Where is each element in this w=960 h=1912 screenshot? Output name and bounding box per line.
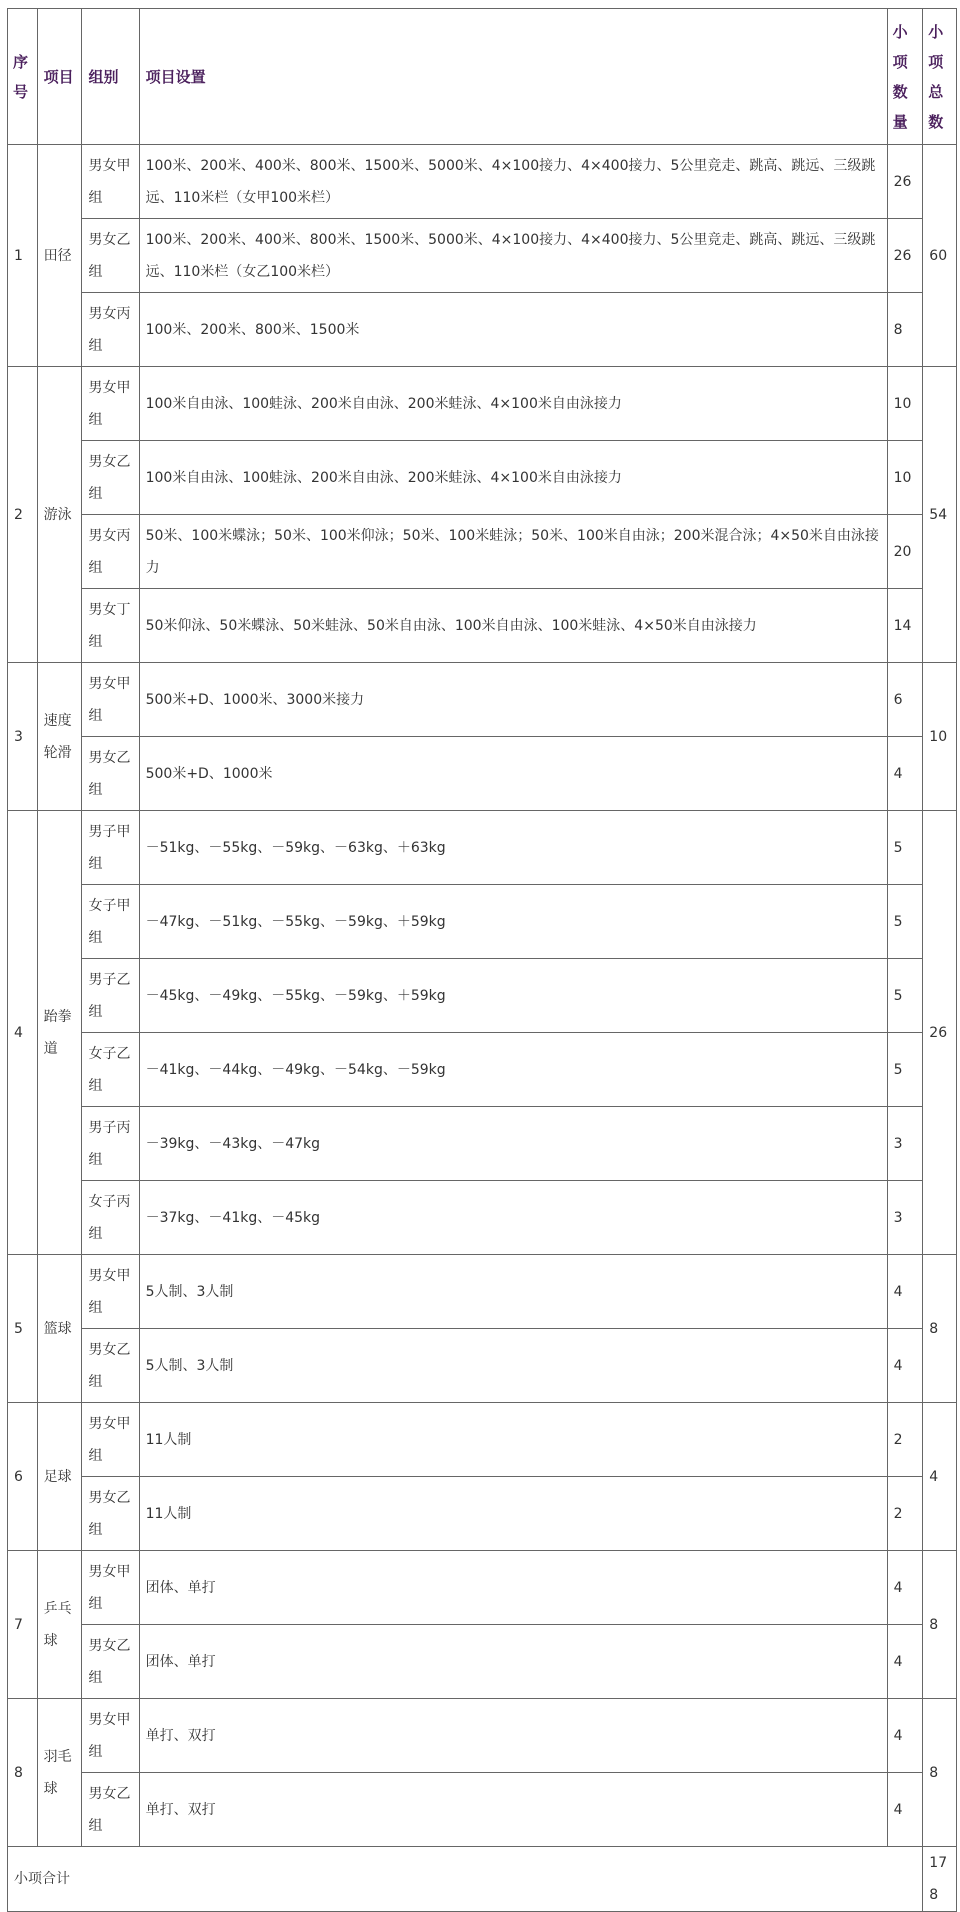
table-row <box>8 1329 957 1403</box>
count-cell: 2 <box>887 1477 923 1551</box>
header-row <box>8 9 957 145</box>
seq-cell: 2 <box>8 367 38 663</box>
group-cell: 女子甲组 <box>82 885 139 959</box>
count-cell: 4 <box>887 1255 923 1329</box>
count-cell: 4 <box>887 1329 923 1403</box>
sport-total-cell: 10 <box>923 663 957 811</box>
count-cell: 3 <box>887 1181 923 1255</box>
count-cell: 2 <box>887 1403 923 1477</box>
count-cell: 5 <box>887 885 923 959</box>
count-cell: 10 <box>887 367 923 441</box>
count-cell: 20 <box>887 515 923 589</box>
seq-cell: 5 <box>8 1255 38 1403</box>
detail-cell: 11人制 <box>139 1477 887 1551</box>
sport-total-cell: 8 <box>923 1699 957 1847</box>
sport-name-cell: 篮球 <box>37 1255 82 1403</box>
group-cell: 男女甲组 <box>82 1255 139 1329</box>
table-row <box>8 885 957 959</box>
seq-cell: 6 <box>8 1403 38 1551</box>
events-table <box>7 8 957 1912</box>
group-cell: 男女乙组 <box>82 737 139 811</box>
count-cell: 4 <box>887 1773 923 1847</box>
table-row <box>8 219 957 293</box>
group-cell: 男女乙组 <box>82 1773 139 1847</box>
table-row <box>8 1255 957 1329</box>
detail-cell: 500米+D、1000米、3000米接力 <box>139 663 887 737</box>
table-row <box>8 145 957 219</box>
sport-name-cell: 乒乓球 <box>37 1551 82 1699</box>
detail-cell: －45kg、－49kg、－55kg、－59kg、＋59kg <box>139 959 887 1033</box>
group-cell: 女子乙组 <box>82 1033 139 1107</box>
group-cell: 男女乙组 <box>82 219 139 293</box>
detail-cell: 100米、200米、400米、800米、1500米、5000米、4×100接力、4×400接力、5公里竞走、跳高、跳远、三级跳远、110米栏（女甲100米栏） <box>139 145 887 219</box>
group-cell: 女子丙组 <box>82 1181 139 1255</box>
detail-cell: 500米+D、1000米 <box>139 737 887 811</box>
count-cell: 6 <box>887 663 923 737</box>
header-name: 项目 <box>37 9 82 145</box>
group-cell: 男子甲组 <box>82 811 139 885</box>
sport-name-cell: 跆拳道 <box>37 811 82 1255</box>
detail-cell: 团体、单打 <box>139 1551 887 1625</box>
table-row <box>8 959 957 1033</box>
table-row <box>8 1181 957 1255</box>
detail-cell: －47kg、－51kg、－55kg、－59kg、＋59kg <box>139 885 887 959</box>
grand-total-value: 178 <box>923 1847 957 1912</box>
count-cell: 4 <box>887 737 923 811</box>
table-row <box>8 1033 957 1107</box>
detail-cell: －39kg、－43kg、－47kg <box>139 1107 887 1181</box>
seq-cell: 3 <box>8 663 38 811</box>
group-cell: 男女甲组 <box>82 1403 139 1477</box>
sport-name-cell: 田径 <box>37 145 82 367</box>
sport-total-cell: 54 <box>923 367 957 663</box>
table-row <box>8 293 957 367</box>
count-cell: 3 <box>887 1107 923 1181</box>
count-cell: 5 <box>887 811 923 885</box>
group-cell: 男子丙组 <box>82 1107 139 1181</box>
detail-cell: 单打、双打 <box>139 1699 887 1773</box>
table-row <box>8 1699 957 1773</box>
table-row <box>8 515 957 589</box>
group-cell: 男女甲组 <box>82 145 139 219</box>
count-cell: 5 <box>887 959 923 1033</box>
group-cell: 男女甲组 <box>82 1699 139 1773</box>
sport-name-cell: 足球 <box>37 1403 82 1551</box>
table-row <box>8 1773 957 1847</box>
sport-total-cell: 60 <box>923 145 957 367</box>
table-row <box>8 589 957 663</box>
group-cell: 男女丁组 <box>82 589 139 663</box>
header-group: 组别 <box>82 9 139 145</box>
detail-cell: 团体、单打 <box>139 1625 887 1699</box>
detail-cell: 100米、200米、800米、1500米 <box>139 293 887 367</box>
detail-cell: 50米仰泳、50米蝶泳、50米蛙泳、50米自由泳、100米自由泳、100米蛙泳、4×50米自由泳接力 <box>139 589 887 663</box>
group-cell: 男女丙组 <box>82 293 139 367</box>
sport-name-cell: 速度轮滑 <box>37 663 82 811</box>
table-row <box>8 1403 957 1477</box>
detail-cell: 单打、双打 <box>139 1773 887 1847</box>
table-row <box>8 367 957 441</box>
sport-total-cell: 26 <box>923 811 957 1255</box>
detail-cell: －37kg、－41kg、－45kg <box>139 1181 887 1255</box>
sport-total-cell: 8 <box>923 1255 957 1403</box>
sport-total-cell: 4 <box>923 1403 957 1551</box>
grand-total-label: 小项合计 <box>8 1847 923 1912</box>
group-cell: 男女乙组 <box>82 1329 139 1403</box>
detail-cell: －51kg、－55kg、－59kg、－63kg、＋63kg <box>139 811 887 885</box>
group-cell: 男女甲组 <box>82 1551 139 1625</box>
header-setting: 项目设置 <box>139 9 887 145</box>
detail-cell: －41kg、－44kg、－49kg、－54kg、－59kg <box>139 1033 887 1107</box>
group-cell: 男子乙组 <box>82 959 139 1033</box>
seq-cell: 8 <box>8 1699 38 1847</box>
group-cell: 男女甲组 <box>82 367 139 441</box>
table-row <box>8 1551 957 1625</box>
table-row <box>8 1477 957 1551</box>
header-total: 小项总数 <box>923 9 957 145</box>
group-cell: 男女甲组 <box>82 663 139 737</box>
grand-total-row <box>8 1847 957 1912</box>
table-row <box>8 441 957 515</box>
group-cell: 男女乙组 <box>82 1477 139 1551</box>
sport-name-cell: 游泳 <box>37 367 82 663</box>
detail-cell: 11人制 <box>139 1403 887 1477</box>
table-row <box>8 1107 957 1181</box>
table-row <box>8 663 957 737</box>
count-cell: 4 <box>887 1699 923 1773</box>
detail-cell: 5人制、3人制 <box>139 1329 887 1403</box>
seq-cell: 1 <box>8 145 38 367</box>
count-cell: 4 <box>887 1551 923 1625</box>
count-cell: 5 <box>887 1033 923 1107</box>
group-cell: 男女丙组 <box>82 515 139 589</box>
detail-cell: 5人制、3人制 <box>139 1255 887 1329</box>
header-count: 小项数量 <box>887 9 923 145</box>
table-row <box>8 811 957 885</box>
count-cell: 26 <box>887 219 923 293</box>
sport-name-cell: 羽毛球 <box>37 1699 82 1847</box>
count-cell: 26 <box>887 145 923 219</box>
count-cell: 4 <box>887 1625 923 1699</box>
seq-cell: 7 <box>8 1551 38 1699</box>
count-cell: 8 <box>887 293 923 367</box>
count-cell: 10 <box>887 441 923 515</box>
detail-cell: 100米自由泳、100蛙泳、200米自由泳、200米蛙泳、4×100米自由泳接力 <box>139 367 887 441</box>
detail-cell: 100米、200米、400米、800米、1500米、5000米、4×100接力、4×400接力、5公里竞走、跳高、跳远、三级跳远、110米栏（女乙100米栏） <box>139 219 887 293</box>
count-cell: 14 <box>887 589 923 663</box>
seq-cell: 4 <box>8 811 38 1255</box>
group-cell: 男女乙组 <box>82 1625 139 1699</box>
sport-total-cell: 8 <box>923 1551 957 1699</box>
group-cell: 男女乙组 <box>82 441 139 515</box>
header-seq: 序号 <box>8 9 38 145</box>
detail-cell: 50米、100米蝶泳；50米、100米仰泳；50米、100米蛙泳；50米、100米自由泳；200米混合泳；4×50米自由泳接力 <box>139 515 887 589</box>
table-row <box>8 737 957 811</box>
detail-cell: 100米自由泳、100蛙泳、200米自由泳、200米蛙泳、4×100米自由泳接力 <box>139 441 887 515</box>
table-row <box>8 1625 957 1699</box>
